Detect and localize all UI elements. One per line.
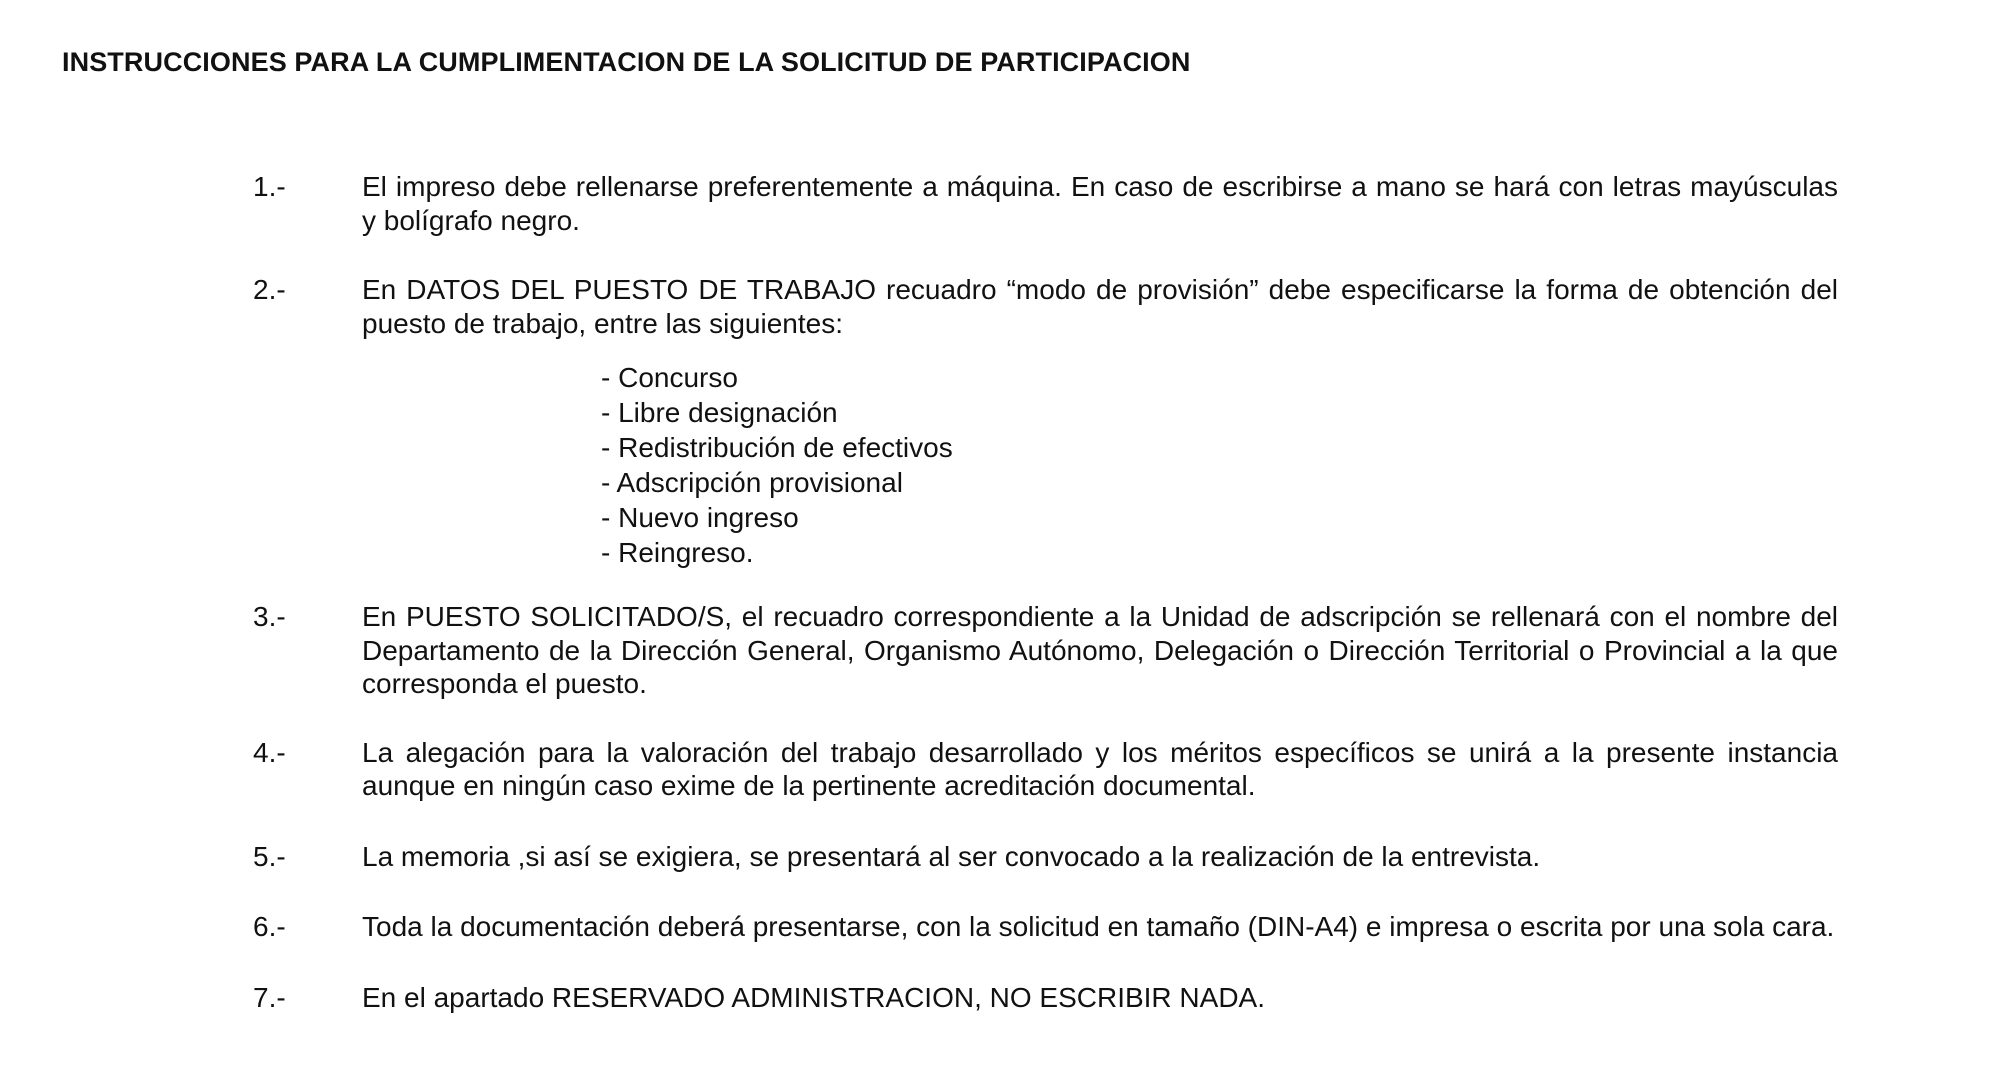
item-number: 1.- [253,171,286,202]
provision-mode-item: - Reingreso. [601,537,754,568]
item-number: 6.- [253,911,286,942]
instruction-item-2 [253,273,1838,340]
instruction-item-1 [253,170,1838,237]
provision-mode-item: - Redistribución de efectivos [601,432,953,463]
item-text: En DATOS DEL PUESTO DE TRABAJO recuadro “modo de provisión” debe especificarse la forma de obtención del puesto de trabajo, entre las siguientes: [362,274,1838,339]
item-number: 2.- [253,274,286,305]
instruction-item-3 [253,600,1838,701]
item-text: Toda la documentación deberá presentarse, con la solicitud en tamaño (DIN-A4) e impresa o escrita por una sola cara. [362,911,1835,942]
item-number: 3.- [253,601,286,632]
item-number: 4.- [253,736,286,768]
item-text: El impreso debe rellenarse preferentemente a máquina. En caso de escribirse a mano se hará con letras mayúsculas y bolígrafo negro. [362,171,1838,236]
instructions-list [253,170,1838,1014]
provision-mode-item: - Adscripción provisional [601,467,903,498]
instruction-item-5 [253,840,1838,874]
provision-mode-item: - Nuevo ingreso [601,502,799,533]
provision-mode-item: - Libre designación [601,397,838,428]
instruction-item-4 [253,736,1838,803]
item-text: La alegación para la valoración del trabajo desarrollado y los méritos específicos se unirá a la presente instancia aunque en ningún caso exime de la pertinente acreditación documental. [362,736,1838,801]
provision-mode-item: - Concurso [601,362,738,393]
item-number: 5.- [253,840,286,872]
instruction-item-7 [253,981,1838,1015]
instruction-item-6 [253,910,1838,944]
item-text: En PUESTO SOLICITADO/S, el recuadro correspondiente a la Unidad de adscripción se rellenará con el nombre del Departamento de la Dirección General, Organismo Autónomo, Delegación o Dirección Territorial o Provincial a la que corresponda el puesto. [362,601,1838,699]
item-text: En el apartado RESERVADO ADMINISTRACION, NO ESCRIBIR NADA. [362,981,1265,1013]
page-title: INSTRUCCIONES PARA LA CUMPLIMENTACION DE LA SOLICITUD DE PARTICIPACION [62,47,1191,78]
provision-modes-list [253,360,1838,570]
item-number: 7.- [253,981,286,1013]
item-text: La memoria ,si así se exigiera, se presentará al ser convocado a la realización de la entrevista. [362,840,1541,872]
